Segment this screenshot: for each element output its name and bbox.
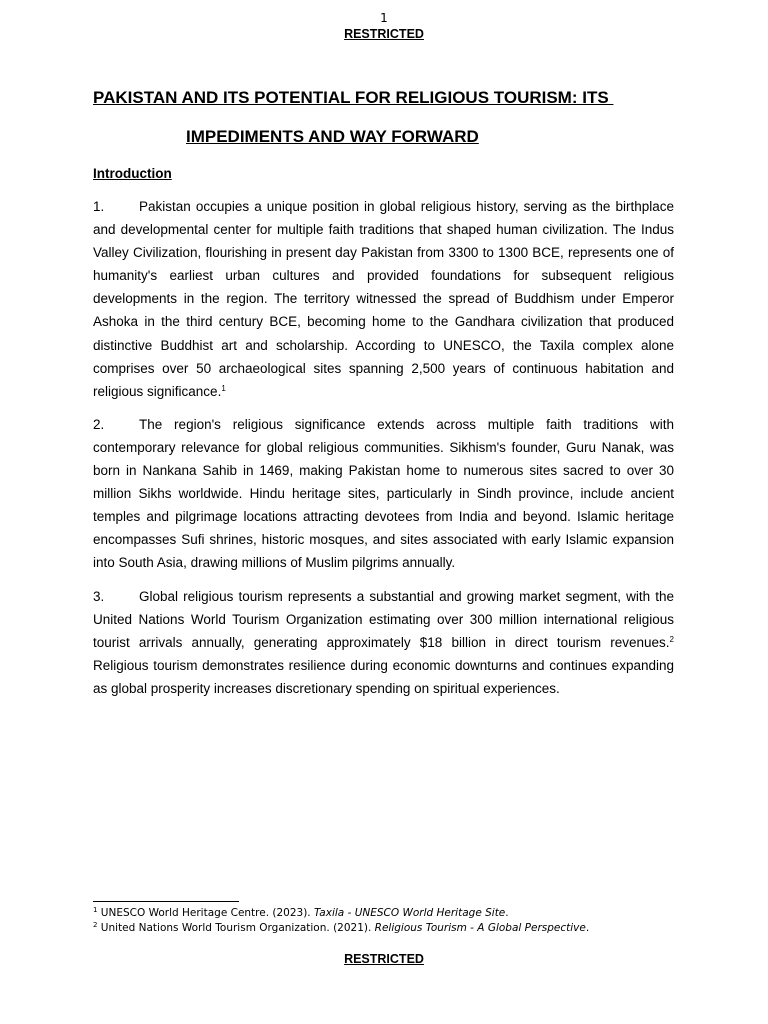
- footnote-separator: [93, 901, 239, 902]
- footnote-text: UNESCO World Heritage Centre. (2023).: [97, 907, 314, 919]
- footnote-text: United Nations World Tourism Organization. (2021).: [97, 922, 375, 934]
- footer-classification: RESTRICTED: [344, 952, 424, 966]
- footnote-1: [93, 906, 693, 921]
- body-text: [93, 195, 674, 710]
- footnote-end: .: [585, 922, 590, 934]
- document-title-line-1: PAKISTAN AND ITS POTENTIAL FOR RELIGIOUS TOURISM: ITS: [93, 88, 614, 107]
- paragraph-3: [93, 585, 674, 700]
- footnote-title: Taxila - UNESCO World Heritage Site: [314, 907, 506, 919]
- footnote-number: 1: [93, 906, 98, 914]
- paragraph-2: [93, 413, 674, 575]
- footnote-end: .: [505, 907, 509, 919]
- paragraph-number: 3.: [93, 588, 105, 604]
- footnote-number: 2: [93, 921, 98, 929]
- footnote-2: [93, 921, 693, 936]
- paragraph-1: [93, 195, 674, 403]
- section-heading: Introduction: [93, 166, 172, 181]
- document-title-line-2: IMPEDIMENTS AND WAY FORWARD: [186, 127, 479, 146]
- paragraph-number: 2.: [93, 416, 105, 432]
- header-classification: RESTRICTED: [344, 27, 424, 41]
- paragraph-text-continued: Religious tourism demonstrates resilience during economic downturns and continues expanding as global prosperity increases discretionary spending on spiritual experiences.: [93, 657, 674, 696]
- paragraph-text: Pakistan occupies a unique position in global religious history, serving as the birthplace and developmental center for multiple faith traditions that shaped human civilization. The Indus Valley Civilization, flourishing in present day Pakistan from 3300 to 1300 BCE, represents one of humanity's earliest urban cultures and provided foundations for subsequent religious developments in the region. The territory witnessed the spread of Buddhism under Emperor Ashoka in the third century BCE, becoming home to the Gandhara civilization that produced distinctive Buddhist art and scholarship. According to UNESCO, the Taxila complex alone comprises over 50 archaeological sites spanning 2,500 years of continuous habitation and religious significance.: [93, 199, 674, 399]
- paragraph-text: Global religious tourism represents a substantial and growing market segment, with the United Nations World Tourism Organization estimating over 300 million international religious tourist arrivals annually, generating approximately $18 billion in direct tourism revenues.: [93, 588, 674, 650]
- footnote-title: Religious Tourism - A Global Perspective: [374, 922, 586, 934]
- footnote-reference[interactable]: 2: [669, 634, 674, 644]
- footnote-reference[interactable]: 1: [221, 383, 226, 393]
- paragraph-text: The region's religious significance extends across multiple faith traditions with contemporary relevance for global religious communities. Sikhism's founder, Guru Nanak, was born in Nankana Sahib in 1469, making Pakistan home to numerous sites sacred to over 30 million Sikhs worldwide. Hindu heritage sites, particularly in Sindh province, include ancient temples and pilgrimage locations attracting devotees from India and beyond. Islamic heritage encompasses Sufi shrines, historic mosques, and sites associated with early Islamic expansion into South Asia, drawing millions of Muslim pilgrims annually.: [93, 416, 674, 571]
- page-number: 1: [380, 11, 388, 25]
- footnotes: [93, 906, 693, 936]
- paragraph-number: 1.: [93, 199, 105, 214]
